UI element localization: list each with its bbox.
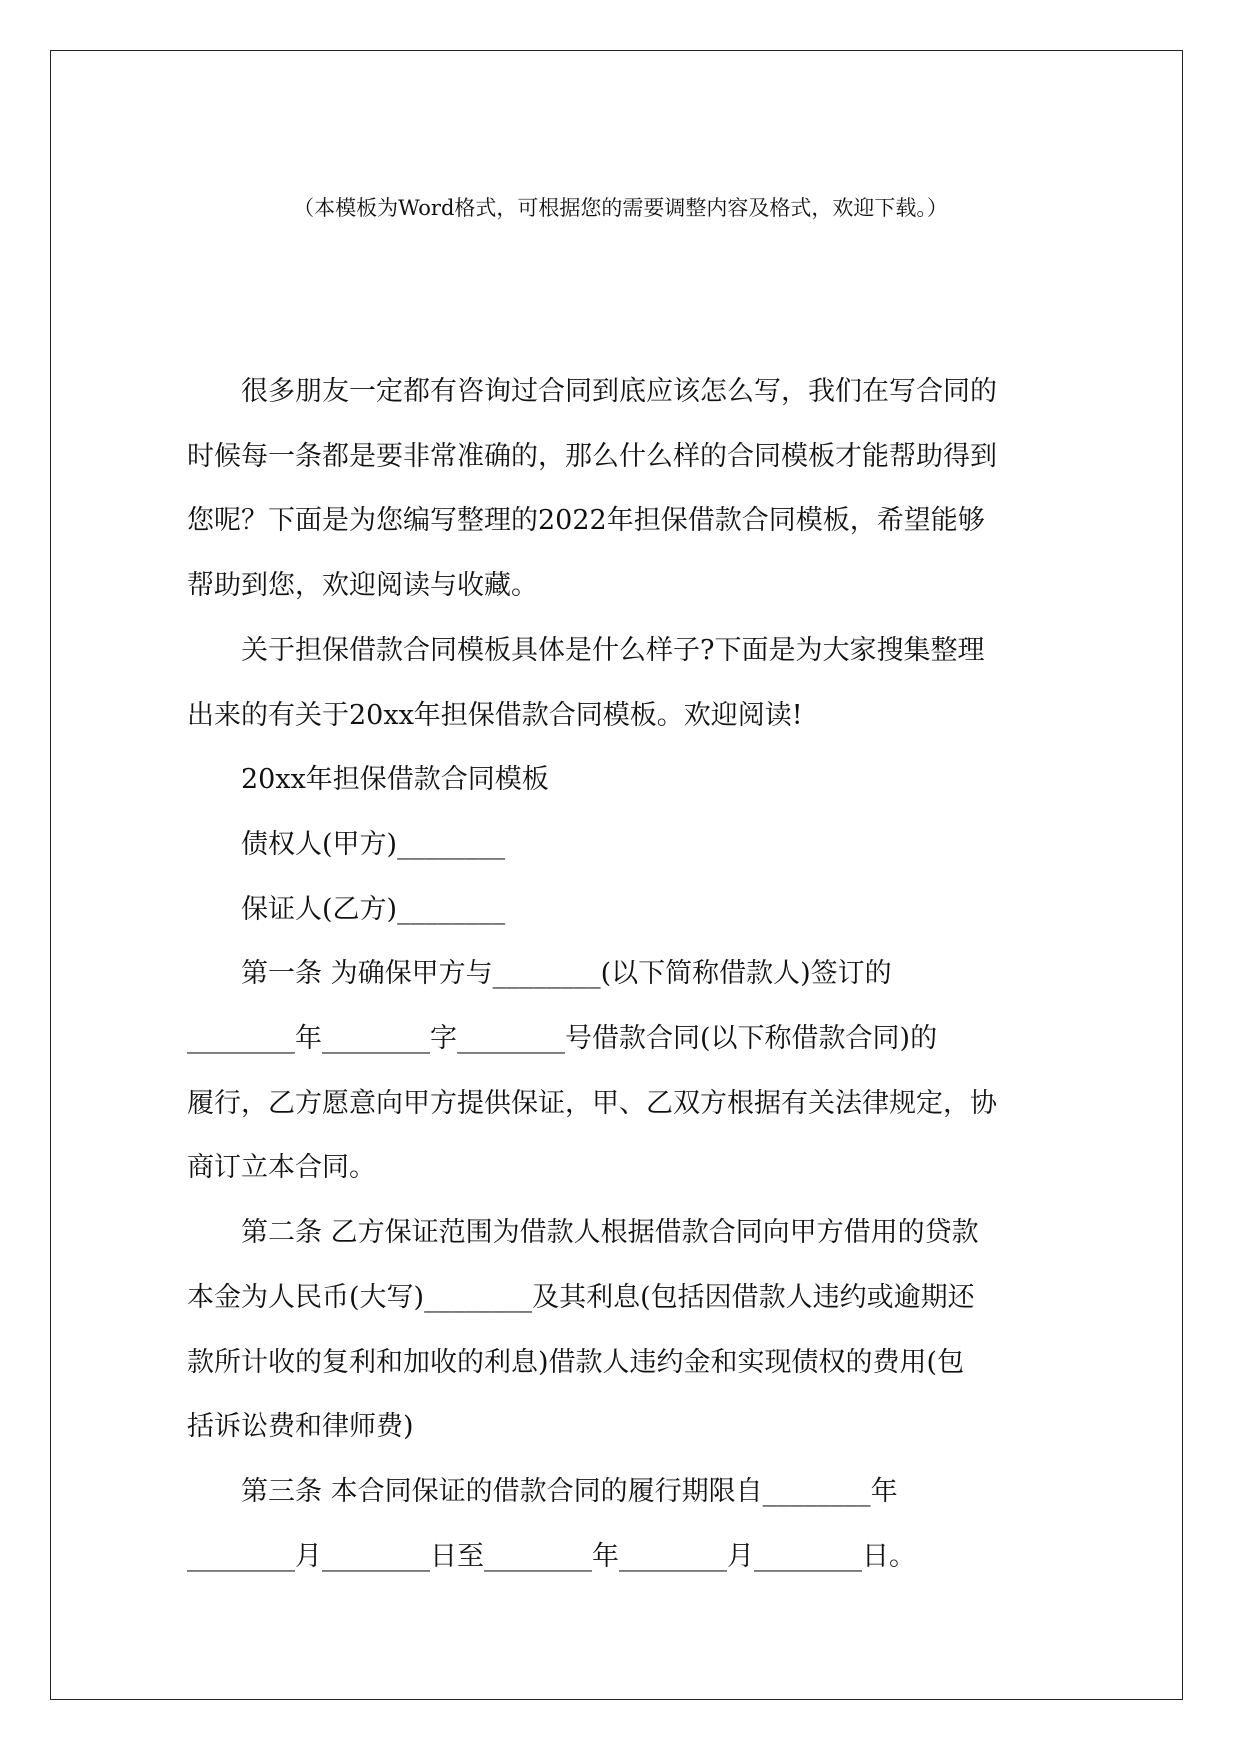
article-1-line-1: 第一条 为确保甲方与________(以下简称借款人)签订的 — [241, 958, 892, 990]
intro-line-1: 很多朋友一定都有咨询过合同到底应该怎么写，我们在写合同的 — [241, 376, 997, 407]
article-2-line-1: 第二条 乙方保证范围为借款人根据借款合同向甲方借用的贷款 — [241, 1217, 979, 1249]
article-2-line-3: 款所计收的复利和加收的利息)借款人违约金和实现债权的费用(包 — [187, 1346, 965, 1378]
about-line-1: 关于担保借款合同模板具体是什么样子?下面是为大家搜集整理 — [241, 634, 985, 666]
creditor-line: 债权人(甲方)________ — [241, 828, 506, 860]
guarantor-line: 保证人(乙方)________ — [241, 893, 506, 925]
intro-line-3: 您呢？下面是为您编写整理的2022年担保借款合同模板，希望能够 — [187, 505, 985, 537]
article-3-line-1: 第三条 本合同保证的借款合同的履行期限自________年 — [241, 1475, 898, 1507]
article-1-line-4: 商订立本合同。 — [187, 1152, 376, 1184]
about-line-2: 出来的有关于20xx年担保借款合同模板。欢迎阅读! — [187, 699, 803, 731]
template-note: （本模板为Word格式，可根据您的需要调整内容及格式，欢迎下载。） — [293, 196, 948, 220]
article-2-line-2: 本金为人民币(大写)________及其利息(包括因借款人违约或逾期还 — [187, 1281, 975, 1313]
intro-line-2: 时候每一条都是要非常准确的，那么什么样的合同模板才能帮助得到 — [187, 440, 997, 472]
document-body — [187, 360, 1057, 1589]
article-1-line-2: ________年________字________号借款合同(以下称借款合同)的 — [187, 1023, 938, 1055]
intro-line-4: 帮助到您，欢迎阅读与收藏。 — [187, 570, 538, 602]
contract-title: 20xx年担保借款合同模板 — [241, 764, 549, 796]
article-2-line-4: 括诉讼费和律师费) — [187, 1411, 414, 1443]
article-1-line-3: 履行，乙方愿意向甲方提供保证，甲、乙双方根据有关法律规定，协 — [187, 1087, 997, 1119]
article-3-line-2: ________月________日至________年________月________日。 — [187, 1540, 916, 1572]
